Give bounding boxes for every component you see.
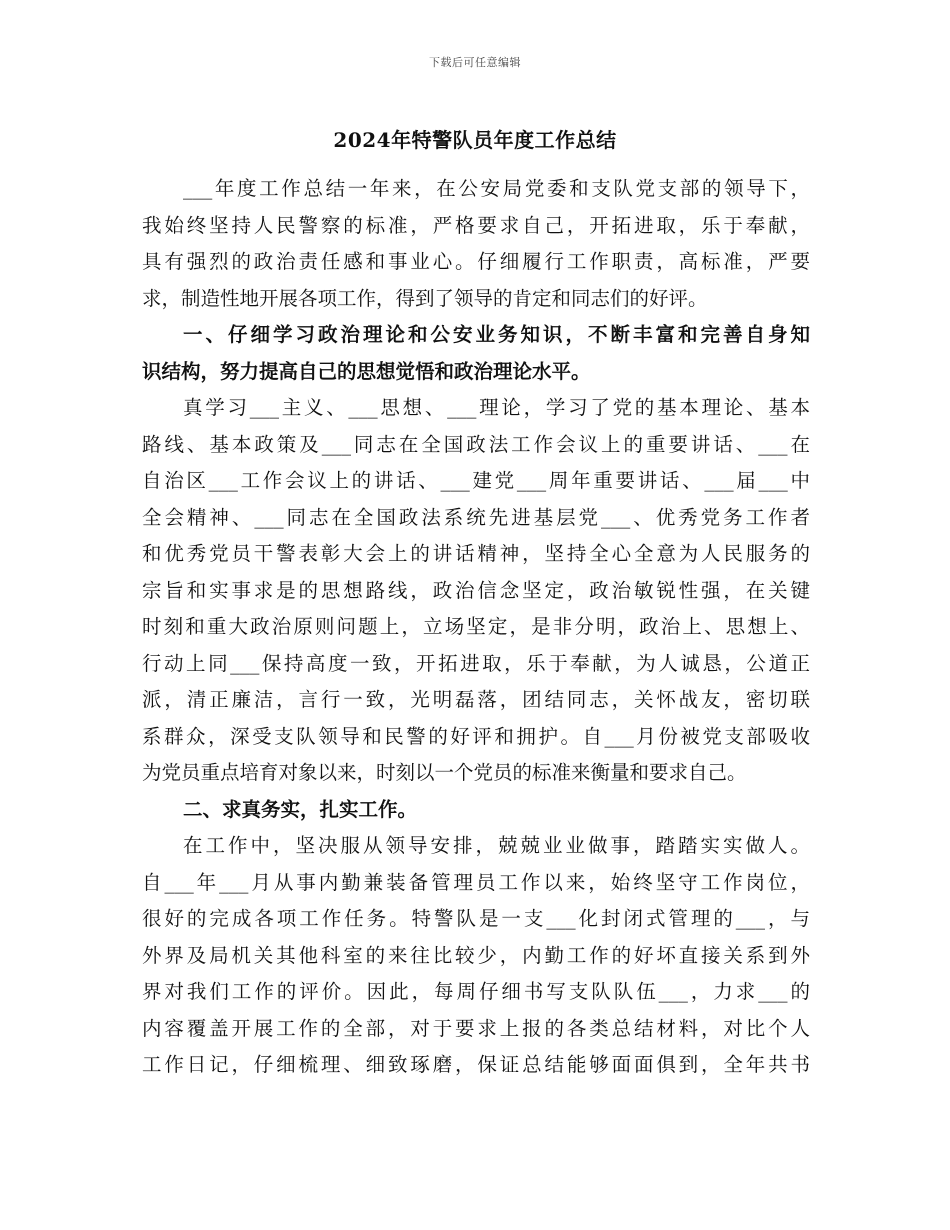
text-line: 系群众，深受支队领导和民警的好评和拥护。自___月份被党支部吸收 <box>142 724 810 748</box>
text-line: 宗旨和实事求是的思想路线，政治信念坚定，政治敏锐性强，在关键 <box>142 578 810 602</box>
paragraph-study <box>142 390 810 792</box>
text-line: 求，制造性地开展各项工作，得到了领导的肯定和同志们的好评。 <box>142 286 708 310</box>
text-line: 工作日记，仔细梳理、细致琢磨，保证总结能够面面俱到，全年共书 <box>142 1053 810 1076</box>
text-line: 路线、基本政策及___同志在全国政法工作会议上的重要讲话、___在 <box>142 432 810 456</box>
text-line: 派，清正廉洁，言行一致，光明磊落，团结同志，关怀战友，密切联 <box>142 688 810 711</box>
section-heading-2 <box>142 792 810 829</box>
section-heading-1 <box>142 317 810 390</box>
text-line: 全会精神、___同志在全国政法系统先进基层党___、优秀党务工作者 <box>142 505 810 529</box>
text-line: 行动上同___保持高度一致，开拓进取，乐于奉献，为人诚恳，公道正 <box>142 651 810 675</box>
paragraph-intro <box>142 171 810 317</box>
text-line: 外界及局机关其他科室的来往比较少，内勤工作的好坏直接关系到外 <box>142 943 810 967</box>
text-line: 内容覆盖开展工作的全部，对于要求上报的各类总结材料，对比个人 <box>142 1016 810 1040</box>
text-line: 时刻和重大政治原则问题上，立场坚定，是非分明，政治上、思想上、 <box>142 615 810 638</box>
text-line: 在工作中，坚决服从领导安排，兢兢业业做事，踏踏实实做人。 <box>183 834 810 857</box>
page-title: 2024年特警队员年度工作总结 <box>333 128 617 152</box>
text-line: 真学习___主义、___思想、___理论，学习了党的基本理论、基本 <box>183 396 810 419</box>
text-line: 具有强烈的政治责任感和事业心。仔细履行工作职责，高标准，严要 <box>142 250 810 273</box>
text-line: ___年度工作总结一年来，在公安局党委和支队党支部的领导下， <box>183 177 810 200</box>
document-body <box>142 171 810 1084</box>
text-line: 为党员重点培育对象以来，时刻以一个党员的标准来衡量和要求自己。 <box>142 761 747 784</box>
text-line: 和优秀党员干警表彰大会上的讲话精神，坚持全心全意为人民服务的 <box>142 542 810 565</box>
text-line: 自___年___月从事内勤兼装备管理员工作以来，始终坚守工作岗位， <box>142 870 810 894</box>
text-line: 我始终坚持人民警察的标准，严格要求自己，开拓进取，乐于奉献， <box>142 213 810 237</box>
text-line: 自治区___工作会议上的讲话、___建党___周年重要讲话、___届___中 <box>142 469 810 492</box>
text-line: 很好的完成各项工作任务。特警队是一支___化封闭式管理的___，与 <box>142 907 810 930</box>
heading-line: 识结构，努力提高自己的思想觉悟和政治理论水平。 <box>142 359 591 383</box>
text-line: 界对我们工作的评价。因此，每周仔细书写支队队伍___，力求___的 <box>142 980 810 1003</box>
paragraph-work <box>142 828 810 1084</box>
heading-line: 二、求真务实，扎实工作。 <box>183 797 418 821</box>
header-note: 下载后可任意编辑 <box>429 56 521 69</box>
heading-line: 一、仔细学习政治理论和公安业务知识，不断丰富和完善自身知 <box>183 323 810 346</box>
